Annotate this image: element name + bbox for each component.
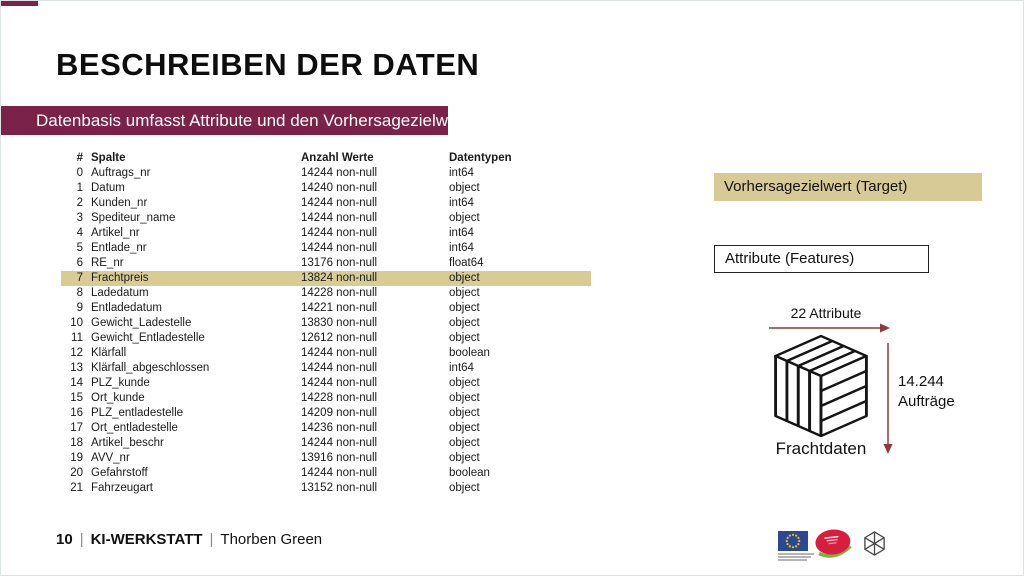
cell-index: 0: [76, 167, 83, 179]
attributes-count-label: 22 Attribute: [790, 305, 862, 321]
cell-column: Artikel_beschr: [91, 437, 164, 449]
cell-count: 13176 non-null: [301, 257, 378, 269]
cell-dtype: object: [449, 332, 480, 344]
cell-count: 14228 non-null: [301, 392, 378, 404]
table-row: [61, 331, 591, 346]
rows-count-label: [898, 372, 955, 412]
cell-index: 17: [70, 422, 83, 434]
table-row: [61, 421, 591, 436]
cell-dtype: int64: [449, 362, 474, 374]
eu-flag-caption-lines: [778, 553, 814, 562]
cube-wireframe-logo-icon: [862, 530, 887, 557]
cell-index: 5: [76, 242, 83, 254]
cell-count: 13824 non-null: [301, 272, 378, 284]
table-row: [61, 451, 591, 466]
cell-column: Ort_entladestelle: [91, 422, 178, 434]
cell-index: 20: [70, 467, 83, 479]
table-rows: [61, 166, 591, 496]
cell-index: 1: [76, 182, 83, 194]
footer: [56, 531, 322, 548]
cell-index: 2: [76, 197, 83, 209]
rows-count-unit: Aufträge: [898, 393, 955, 410]
cell-index: 6: [76, 257, 83, 269]
cell-index: 3: [76, 212, 83, 224]
cell-count: 14209 non-null: [301, 407, 378, 419]
cell-dtype: object: [449, 287, 480, 299]
cell-column: Datum: [91, 182, 125, 194]
cell-count: 14244 non-null: [301, 362, 378, 374]
cell-count: 13916 non-null: [301, 452, 378, 464]
cell-count: 14244 non-null: [301, 212, 378, 224]
table-row: [61, 166, 591, 181]
cell-dtype: object: [449, 437, 480, 449]
cell-dtype: int64: [449, 242, 474, 254]
table-row: [61, 361, 591, 376]
cell-count: 14244 non-null: [301, 242, 378, 254]
cell-column: Artikel_nr: [91, 227, 140, 239]
cell-column: Klärfall_abgeschlossen: [91, 362, 210, 374]
footer-brand: KI-WERKSTATT: [90, 531, 203, 548]
table-row: [61, 406, 591, 421]
table-row: [61, 316, 591, 331]
table-row: [61, 286, 591, 301]
cell-index: 12: [70, 347, 83, 359]
cell-dtype: object: [449, 482, 480, 494]
target-label-box: Vorhersagezielwert (Target): [714, 173, 982, 201]
cell-column: Frachtpreis: [91, 272, 149, 284]
cell-count: 14221 non-null: [301, 302, 378, 314]
cell-index: 4: [76, 227, 83, 239]
cell-dtype: boolean: [449, 347, 490, 359]
cell-dtype: float64: [449, 257, 484, 269]
corner-accent-bar: [1, 1, 38, 6]
eu-flag-icon: [778, 531, 808, 551]
cell-index: 7: [76, 272, 83, 284]
cell-column: Gefahrstoff: [91, 467, 148, 479]
table-row: [61, 376, 591, 391]
cell-column: Auftrags_nr: [91, 167, 151, 179]
cell-dtype: object: [449, 422, 480, 434]
cell-column: Klärfall: [91, 347, 127, 359]
cell-dtype: object: [449, 212, 480, 224]
table-row: [61, 241, 591, 256]
cell-index: 9: [76, 302, 83, 314]
footer-separator: |: [209, 531, 214, 548]
cell-dtype: int64: [449, 197, 474, 209]
cell-count: 14244 non-null: [301, 197, 378, 209]
table-row: [61, 271, 591, 286]
cell-count: 14244 non-null: [301, 347, 378, 359]
data-cube-icon: [773, 334, 869, 438]
cell-dtype: object: [449, 392, 480, 404]
cell-index: 21: [70, 482, 83, 494]
table-row: [61, 301, 591, 316]
cell-count: 14240 non-null: [301, 182, 378, 194]
cell-dtype: object: [449, 317, 480, 329]
cell-column: Ladedatum: [91, 287, 149, 299]
cell-dtype: object: [449, 302, 480, 314]
attributes-arrow-icon: [769, 322, 891, 334]
cell-dtype: boolean: [449, 467, 490, 479]
cell-index: 15: [70, 392, 83, 404]
cell-index: 16: [70, 407, 83, 419]
header-dtype: Datentypen: [449, 152, 512, 164]
cell-dtype: object: [449, 272, 480, 284]
table-row: [61, 346, 591, 361]
table-row: [61, 226, 591, 241]
cell-column: Ort_kunde: [91, 392, 145, 404]
cell-index: 18: [70, 437, 83, 449]
cell-dtype: int64: [449, 227, 474, 239]
cell-index: 11: [71, 332, 83, 344]
cell-column: Gewicht_Ladestelle: [91, 317, 192, 329]
cell-column: Fahrzeugart: [91, 482, 154, 494]
cell-column: RE_nr: [91, 257, 124, 269]
cell-count: 14244 non-null: [301, 167, 378, 179]
cell-dtype: object: [449, 452, 480, 464]
footer-separator: |: [79, 531, 84, 548]
header-column: Spalte: [91, 152, 126, 164]
cell-column: AVV_nr: [91, 452, 130, 464]
cell-index: 14: [70, 377, 83, 389]
cell-column: PLZ_kunde: [91, 377, 150, 389]
cell-count: 13152 non-null: [301, 482, 378, 494]
table-row: [61, 181, 591, 196]
table-row: [61, 481, 591, 496]
table-row: [61, 391, 591, 406]
cell-column: Spediteur_name: [91, 212, 176, 224]
features-label-box: Attribute (Features): [714, 245, 929, 273]
cell-column: Entlade_nr: [91, 242, 147, 254]
cell-count: 14244 non-null: [301, 377, 378, 389]
cell-count: 14244 non-null: [301, 437, 378, 449]
cell-dtype: object: [449, 182, 480, 194]
page-number: 10: [56, 531, 73, 548]
header-count: Anzahl Werte: [301, 152, 374, 164]
cell-index: 13: [70, 362, 83, 374]
cell-dtype: int64: [449, 167, 474, 179]
cell-count: 14244 non-null: [301, 227, 378, 239]
cell-count: 14236 non-null: [301, 422, 378, 434]
cell-count: 12612 non-null: [301, 332, 378, 344]
table-row: [61, 211, 591, 226]
table-header-row: [61, 151, 591, 166]
table-row: [61, 256, 591, 271]
table-row: [61, 466, 591, 481]
table-row: [61, 436, 591, 451]
cell-dtype: object: [449, 377, 480, 389]
cell-dtype: object: [449, 407, 480, 419]
cell-index: 19: [70, 452, 83, 464]
cell-index: 8: [76, 287, 83, 299]
rows-count-value: 14.244: [898, 373, 944, 390]
rows-arrow-icon: [882, 343, 894, 455]
cell-index: 10: [70, 317, 83, 329]
cell-column: PLZ_entladestelle: [91, 407, 184, 419]
cell-count: 14228 non-null: [301, 287, 378, 299]
footer-author: Thorben Green: [220, 531, 323, 548]
header-index: #: [76, 152, 83, 164]
page-title: BESCHREIBEN DER DATEN: [56, 47, 480, 82]
subtitle-banner: Datenbasis umfasst Attribute und den Vorhersagezielwert: [1, 106, 448, 135]
cell-count: 13830 non-null: [301, 317, 378, 329]
table-row: [61, 196, 591, 211]
data-info-table: [61, 151, 591, 496]
cell-column: Entladedatum: [91, 302, 162, 314]
cell-count: 14244 non-null: [301, 467, 378, 479]
cell-column: Gewicht_Entladestelle: [91, 332, 205, 344]
cube-caption: Frachtdaten: [775, 439, 867, 458]
cell-column: Kunden_nr: [91, 197, 148, 209]
funding-program-logo: [812, 527, 854, 561]
